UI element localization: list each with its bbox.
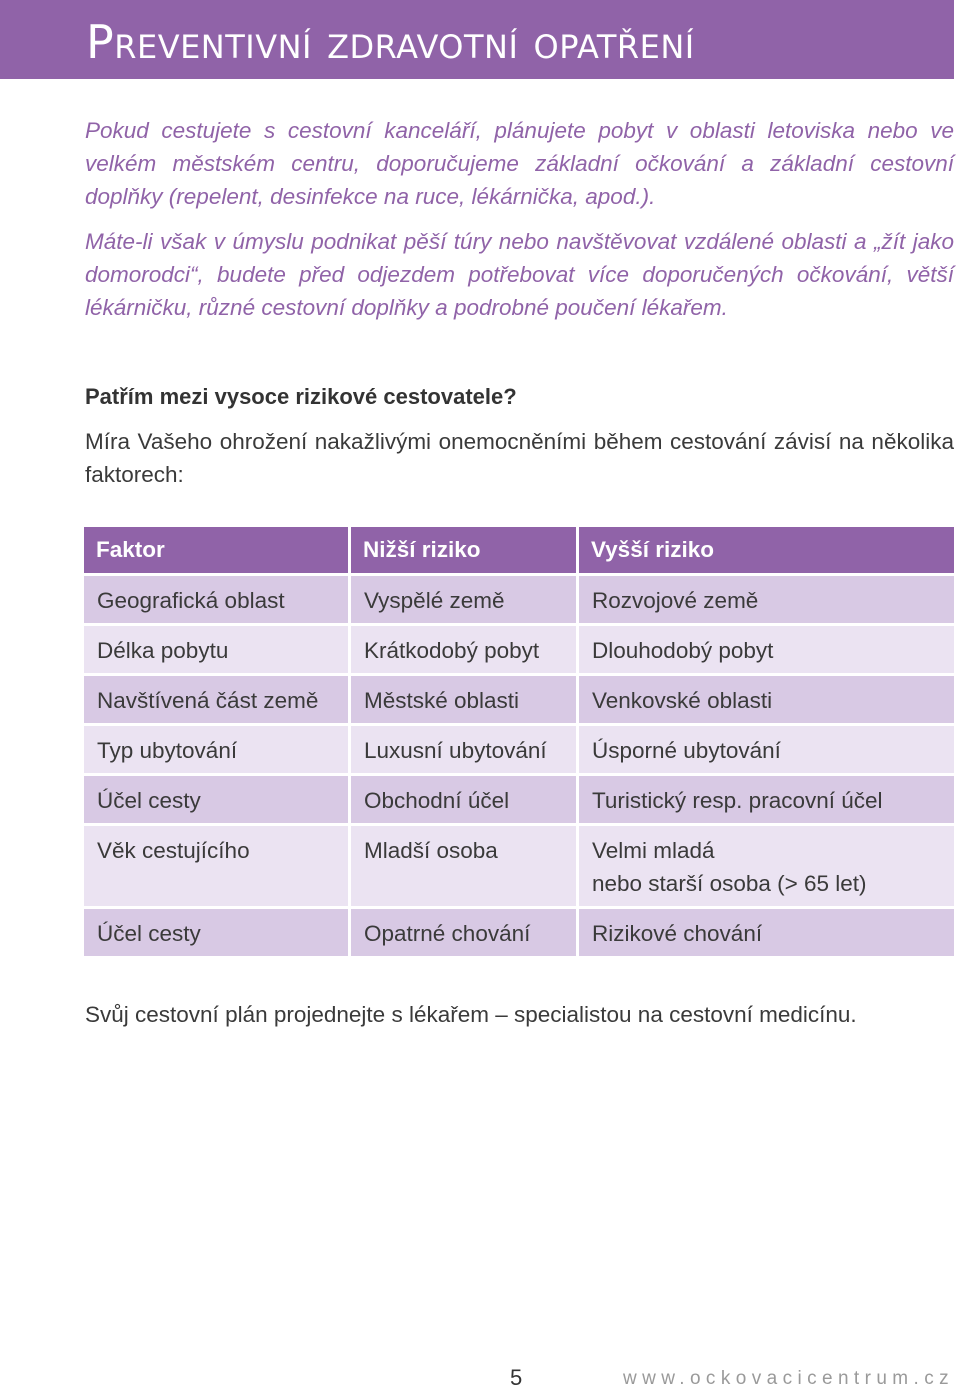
footer-note: Svůj cestovní plán projednejte s lékařem – specialistou na cestovní medicínu. — [85, 1002, 857, 1027]
high-risk-cell: Úsporné ubytování — [579, 726, 954, 773]
factor-cell: Typ ubytování — [84, 726, 348, 773]
table-row — [84, 776, 954, 823]
table-row — [84, 726, 954, 773]
table-row — [84, 909, 954, 956]
high-risk-cell — [579, 826, 954, 906]
low-risk-cell: Opatrné chování — [351, 909, 576, 956]
high-risk-cell: Venkovské oblasti — [579, 676, 954, 723]
low-risk-cell: Vyspělé země — [351, 576, 576, 623]
low-risk-cell: Krátkodobý pobyt — [351, 626, 576, 673]
column-header-low-risk: Nižší riziko — [351, 527, 576, 573]
low-risk-cell: Obchodní účel — [351, 776, 576, 823]
risk-factor-table — [81, 524, 957, 959]
column-header-factor: Faktor — [84, 527, 348, 573]
column-header-high-risk: Vyšší riziko — [579, 527, 954, 573]
table-row — [84, 826, 954, 906]
factor-cell: Účel cesty — [84, 909, 348, 956]
high-risk-cell: Dlouhodobý pobyt — [579, 626, 954, 673]
table-row — [84, 576, 954, 623]
page-number: 5 — [510, 1365, 523, 1390]
table-row — [84, 676, 954, 723]
table-header-row — [84, 527, 954, 573]
intro-paragraph-2: Máte-li však v úmyslu podnikat pěší túry nebo navštěvovat vzdálené oblasti a „žít jako domorodci“, budete před odjezdem potřebovat více doporučených očkování, větší lékárničku, různé cestovní doplňky a podrobné poučení lékařem. — [85, 229, 954, 320]
factor-cell: Účel cesty — [84, 776, 348, 823]
low-risk-cell: Luxusní ubytování — [351, 726, 576, 773]
section-body: Míra Vašeho ohrožení nakažlivými onemocněními během cestování závisí na několika faktorech: — [85, 429, 954, 487]
high-risk-cell: Rozvojové země — [579, 576, 954, 623]
section-heading: Patřím mezi vysoce rizikové cestovatele? — [85, 384, 517, 409]
low-risk-cell: Mladší osoba — [351, 826, 576, 906]
high-risk-cell: Turistický resp. pracovní účel — [579, 776, 954, 823]
high-risk-cell-line-1: Velmi mladá — [592, 838, 715, 863]
page-title: Preventivní zdravotní opatření — [86, 15, 695, 69]
factor-cell: Věk cestujícího — [84, 826, 348, 906]
high-risk-cell: Rizikové chování — [579, 909, 954, 956]
high-risk-cell-line-2: nebo starší osoba (> 65 let) — [592, 871, 867, 896]
factor-cell: Geografická oblast — [84, 576, 348, 623]
header-bar — [0, 0, 954, 79]
intro-paragraph-1: Pokud cestujete s cestovní kanceláří, plánujete pobyt v oblasti letoviska nebo ve velkém městském centru, doporučujeme základní očkování a základní cestovní doplňky (repelent, desinfekce na ruce, lékárnička, apod.). — [85, 118, 954, 209]
website-url: www.ockovacicentrum.cz — [622, 1368, 954, 1389]
low-risk-cell: Městské oblasti — [351, 676, 576, 723]
factor-cell: Délka pobytu — [84, 626, 348, 673]
factor-cell: Navštívená část země — [84, 676, 348, 723]
table-row — [84, 626, 954, 673]
